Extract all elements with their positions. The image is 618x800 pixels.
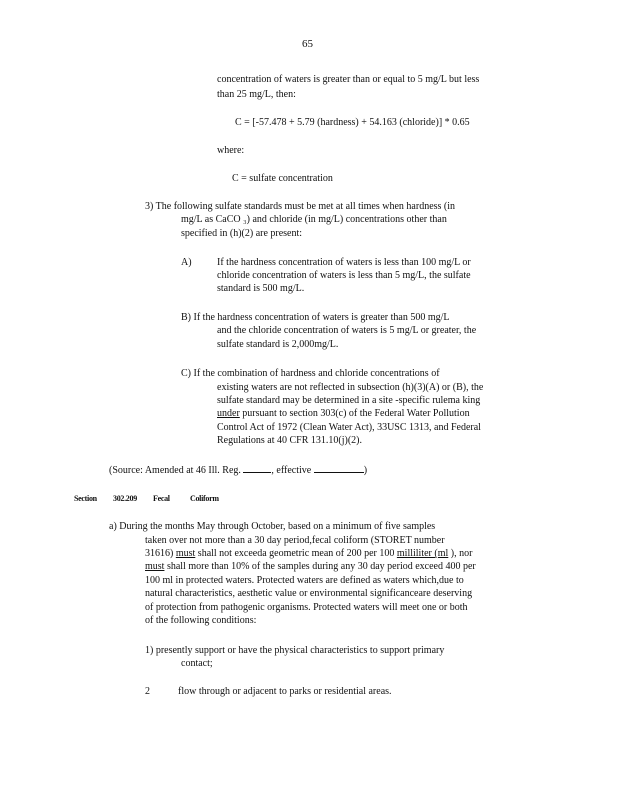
source-prefix: (Source: Amended at 46 Ill. Reg. — [109, 465, 241, 476]
section-number: 302.209 — [113, 494, 137, 503]
condition-2-text: flow through or adjacent to parks or residential areas. — [178, 686, 392, 697]
underlined-insertion: under — [217, 408, 240, 419]
subitem-a-marker: A) — [181, 257, 192, 268]
subitem-a-line: chloride concentration of waters is less than 5 mg/L, the sulfate — [217, 270, 471, 281]
item-a-line — [145, 559, 476, 574]
underlined-insertion: must — [175, 548, 196, 559]
item-a-line: natural characteristics, aesthetic value or environmental significanceare deserving — [145, 588, 473, 599]
item-3-line: mg/L as CaCO ₃) and chloride (in mg/L) concentrations other than — [181, 214, 447, 225]
line-text: ), nor — [448, 548, 473, 559]
item-a-line: taken over not more than a 30 day period,fecal coliform (STORET number — [145, 535, 445, 546]
where-label: where: — [217, 145, 245, 156]
subitem-c-line: Control Act of 1972 (Clean Water Act), 33USC 1313, and Federal — [217, 422, 481, 433]
line-text: shall more than 10% of the samples during any 30 day period exceed 400 per — [164, 561, 476, 572]
underlined-insertion: milliliter (ml — [396, 548, 449, 559]
condition-1-line: 1) presently support or have the physical characteristics to support primary — [145, 645, 445, 656]
item-a-line: of the following conditions: — [145, 615, 257, 626]
variable-definition: C = sulfate concentration — [232, 173, 333, 184]
continuation-line: concentration of waters is greater than or equal to 5 mg/L but less — [217, 74, 480, 85]
subitem-a-line: standard is 500 mg/L. — [217, 283, 305, 294]
blank-line — [243, 462, 271, 473]
item-3-line: 3) The following sulfate standards must be met at all times when hardness (in — [145, 201, 456, 212]
subitem-b-line: B) If the hardness concentration of waters is greater than 500 mg/L — [181, 312, 450, 323]
subitem-c-line — [217, 406, 470, 421]
continuation-line: than 25 mg/L, then: — [217, 89, 296, 100]
subitem-c-line: Regulations at 40 CFR 131.10(j)(2). — [217, 435, 362, 446]
subitem-c-line: C) If the combination of hardness and chloride concentrations of — [181, 368, 440, 379]
subitem-c-line: existing waters are not reflected in subsection (h)(3)(A) or (B), the — [217, 382, 484, 393]
source-suffix: ) — [363, 465, 368, 476]
section-title-word: Fecal — [153, 494, 170, 503]
subitem-c-line: sulfate standard may be determined in a site -specific rulema king — [217, 395, 481, 406]
line-text: pursuant to section 303(c) of the Federal Water Pollution — [239, 408, 470, 419]
item-a-line: 100 ml in protected waters. Protected waters are defined as waters which,due to — [145, 575, 464, 586]
item-a-line: of protection from pathogenic organisms. Protected waters will meet one or both — [145, 602, 468, 613]
line-text: 31616) — [145, 548, 176, 559]
page-number: 65 — [302, 38, 313, 50]
blank-line — [314, 462, 364, 473]
section-title-word: Coliform — [190, 494, 219, 503]
condition-2-marker: 2 — [145, 686, 150, 697]
subitem-b-line: and the chloride concentration of waters is 5 mg/L or greater, the — [217, 325, 477, 336]
subitem-b-line: sulfate standard is 2,000mg/L. — [217, 339, 339, 350]
source-middle: , effective — [271, 465, 312, 476]
item-a-line: a) During the months May through October, based on a minimum of five samples — [109, 521, 436, 532]
line-text: shall not exceeda geometric mean of 200 per 100 — [195, 548, 397, 559]
sulfate-formula: C = [-57.478 + 5.79 (hardness) + 54.163 (chloride)] * 0.65 — [235, 117, 470, 128]
item-3-line: specified in (h)(2) are present: — [181, 228, 303, 239]
condition-1-line: contact; — [181, 658, 213, 669]
section-label: Section — [74, 494, 97, 503]
subitem-a-line: If the hardness concentration of waters is less than 100 mg/L or — [217, 257, 471, 268]
underlined-insertion: must — [145, 561, 165, 572]
source-note — [109, 462, 367, 478]
